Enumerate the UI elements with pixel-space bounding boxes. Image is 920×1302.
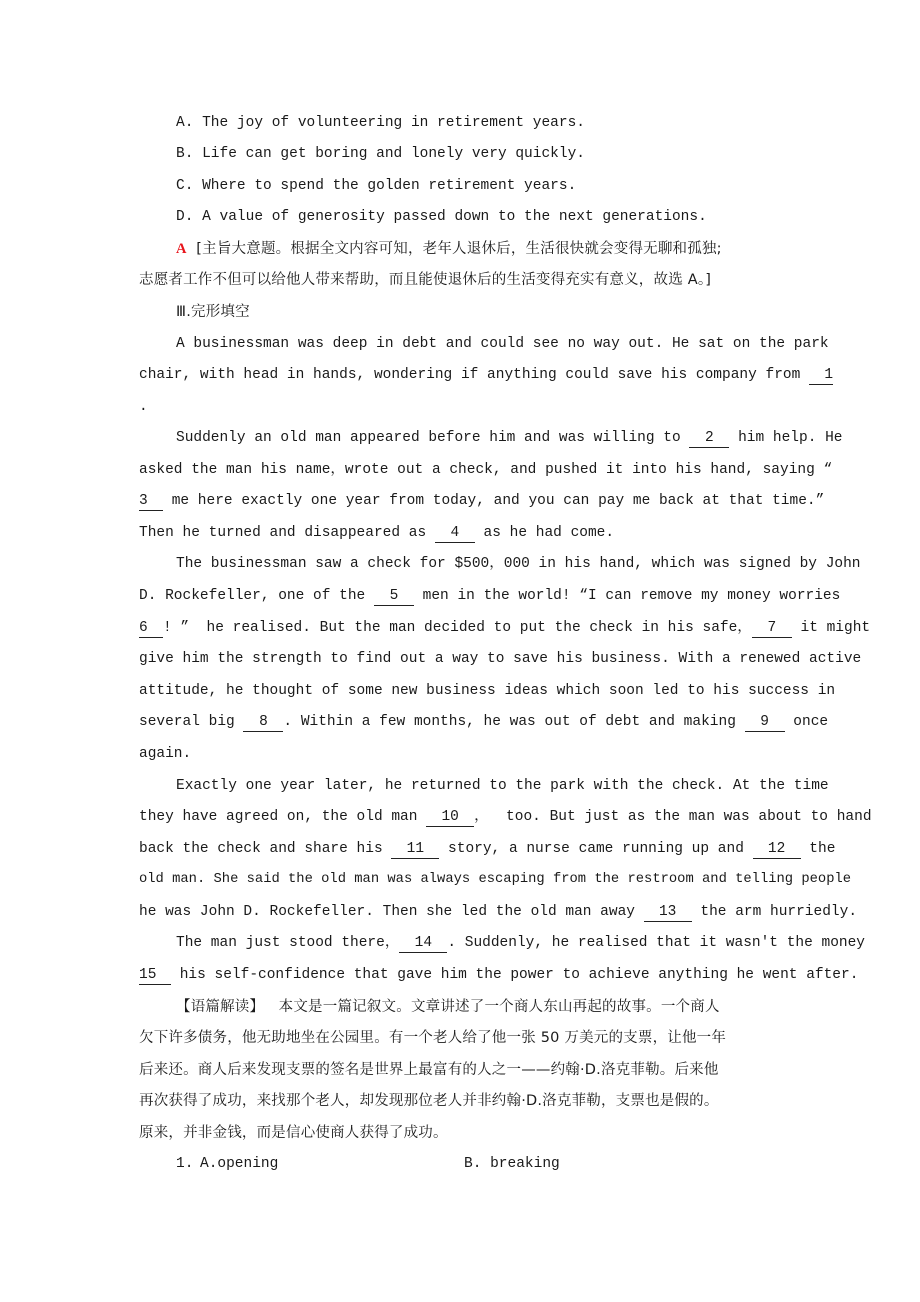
passage-line: 6 ! ” he realised. But the man decided to put the check in his safe， 7 it might bbox=[139, 620, 871, 636]
blank-11: 11 bbox=[391, 841, 439, 859]
option-c: C. Where to spend the golden retirement years. bbox=[176, 178, 577, 194]
blank-5: 5 bbox=[374, 588, 414, 606]
answer-explanation-line2: 志愿者工作不但可以给他人带来帮助，而且能使退休后的生活变得充实有意义，故选 A。] bbox=[139, 272, 712, 288]
blank-2: 2 bbox=[689, 430, 729, 448]
passage-line: give him the strength to find out a way to save his business. With a renewed active bbox=[139, 651, 862, 667]
passage-line: old man. She said the old man was always escaping from the restroom and telling people bbox=[139, 872, 852, 887]
passage-line: asked the man his name，wrote out a check, and pushed it into his hand, saying “ bbox=[139, 462, 833, 478]
option-d: D. A value of generosity passed down to the next generations. bbox=[176, 209, 707, 225]
passage-line: chair, with head in hands, wondering if anything could save his company from 1 bbox=[139, 367, 834, 383]
blank-14: 14 bbox=[399, 935, 447, 953]
question-1-option-a: A.opening bbox=[200, 1156, 279, 1172]
passage-line: back the check and share his 11 story, a nurse came running up and 12 the bbox=[139, 841, 836, 857]
passage-line: Suddenly an old man appeared before him and was willing to 2 him help. He bbox=[176, 430, 843, 446]
blank-15: 15 bbox=[139, 967, 171, 985]
blank-1: 1 bbox=[809, 367, 833, 385]
passage-line: D. Rockefeller, one of the 5 men in the world! “I can remove my money worries bbox=[139, 588, 841, 604]
passage-line: A businessman was deep in debt and could see no way out. He sat on the park bbox=[176, 336, 829, 352]
section-title: Ⅲ.完形填空 bbox=[176, 304, 250, 320]
blank-4: 4 bbox=[435, 525, 475, 543]
passage-line: . bbox=[139, 399, 148, 415]
blank-12: 12 bbox=[753, 841, 801, 859]
passage-line: The businessman saw a check for $500，000 in his hand, which was signed by John bbox=[176, 556, 861, 572]
analysis-line3: 后来还。商人后来发现支票的签名是世界上最富有的人之一——约翰·D.洛克菲勒。后来他 bbox=[139, 1062, 719, 1078]
passage-line: 15 his self-confidence that gave him the power to achieve anything he went after. bbox=[139, 967, 859, 983]
analysis-line1: 【语篇解读】 本文是一篇记叙文。文章讲述了一个商人东山再起的故事。一个商人 bbox=[176, 999, 720, 1015]
blank-9: 9 bbox=[745, 714, 785, 732]
passage-line: he was John D. Rockefeller. Then she led the old man away 13 the arm hurriedly. bbox=[139, 904, 858, 920]
passage-line: attitude, he thought of some new business ideas which soon led to his success in bbox=[139, 683, 836, 699]
blank-10: 10 bbox=[426, 809, 474, 827]
blank-3: 3 bbox=[139, 493, 163, 511]
analysis-label: 【语篇解读】 bbox=[176, 999, 265, 1015]
answer-explanation-line1: A [主旨大意题。根据全文内容可知，老年人退休后，生活很快就会变得无聊和孤独; bbox=[176, 241, 722, 257]
blank-13: 13 bbox=[644, 904, 692, 922]
option-a: A. The joy of volunteering in retirement years. bbox=[176, 115, 585, 131]
analysis-line2: 欠下许多债务，他无助地坐在公园里。有一个老人给了他一张 50 万美元的支票，让他一年 bbox=[139, 1030, 727, 1046]
question-1-option-b: B. breaking bbox=[464, 1156, 560, 1172]
answer-letter: A bbox=[176, 241, 187, 257]
passage-line: again. bbox=[139, 746, 192, 762]
passage-line: Exactly one year later, he returned to the park with the check. At the time bbox=[176, 778, 829, 794]
blank-8: 8 bbox=[243, 714, 283, 732]
analysis-line4: 再次获得了成功，来找那个老人，却发现那位老人并非约翰·D.洛克菲勒，支票也是假的。 bbox=[139, 1093, 719, 1109]
passage-line: The man just stood there， 14 . Suddenly, he realised that it wasn't the money bbox=[176, 935, 866, 951]
blank-7: 7 bbox=[752, 620, 792, 638]
blank-6: 6 bbox=[139, 620, 163, 638]
passage-line: 3 me here exactly one year from today, and you can pay me back at that time.” bbox=[139, 493, 825, 509]
passage-line: Then he turned and disappeared as 4 as he had come. bbox=[139, 525, 615, 541]
analysis-line5: 原来，并非金钱，而是信心使商人获得了成功。 bbox=[139, 1125, 448, 1141]
passage-line: they have agreed on, the old man 10 ， too. But just as the man was about to hand bbox=[139, 809, 872, 825]
passage-line: several big 8 . Within a few months, he was out of debt and making 9 once bbox=[139, 714, 829, 730]
option-b: B. Life can get boring and lonely very quickly. bbox=[176, 146, 585, 162]
question-1-number: 1. bbox=[176, 1156, 194, 1172]
